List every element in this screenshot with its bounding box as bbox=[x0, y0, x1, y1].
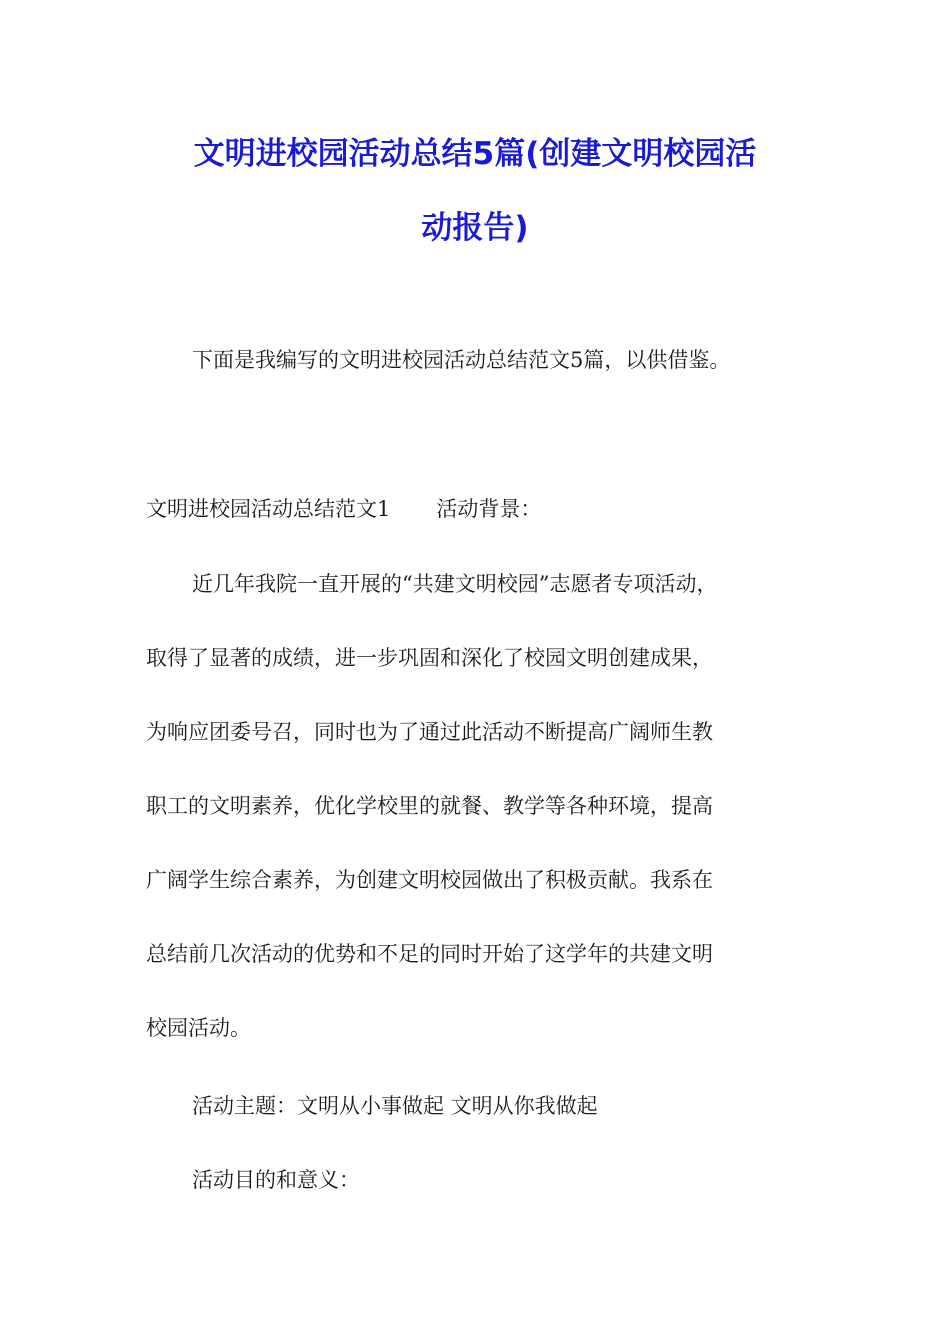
section-subheading: 活动背景： bbox=[436, 497, 542, 521]
background-line-7: 校园活动。 bbox=[146, 1016, 251, 1040]
background-line-1: 近几年我院一直开展的“共建文明校园”志愿者专项活动， bbox=[192, 572, 718, 596]
background-line-3: 为响应团委号召，同时也为了通过此活动不断提高广阔师生教 bbox=[146, 720, 713, 744]
intro-paragraph: 下面是我编写的文明进校园活动总结范文5篇，以供借鉴。 bbox=[192, 348, 731, 372]
background-line-2: 取得了显著的成绩，进一步巩固和深化了校园文明创建成果， bbox=[146, 646, 713, 670]
section-heading-row bbox=[146, 495, 541, 523]
document-title-line-2: 动报告) bbox=[421, 210, 529, 246]
activity-purpose: 活动目的和意义： bbox=[192, 1168, 360, 1192]
section-heading: 文明进校园活动总结范文1 bbox=[146, 497, 391, 521]
background-line-4: 职工的文明素养，优化学校里的就餐、教学等各种环境，提高 bbox=[146, 794, 713, 818]
activity-theme: 活动主题：文明从小事做起 文明从你我做起 bbox=[192, 1094, 598, 1118]
document-title-line-1: 文明进校园活动总结5篇(创建文明校园活 bbox=[193, 136, 757, 172]
background-line-5: 广阔学生综合素养，为创建文明校园做出了积极贡献。我系在 bbox=[146, 868, 713, 892]
background-line-6: 总结前几次活动的优势和不足的同时开始了这学年的共建文明 bbox=[146, 942, 713, 966]
